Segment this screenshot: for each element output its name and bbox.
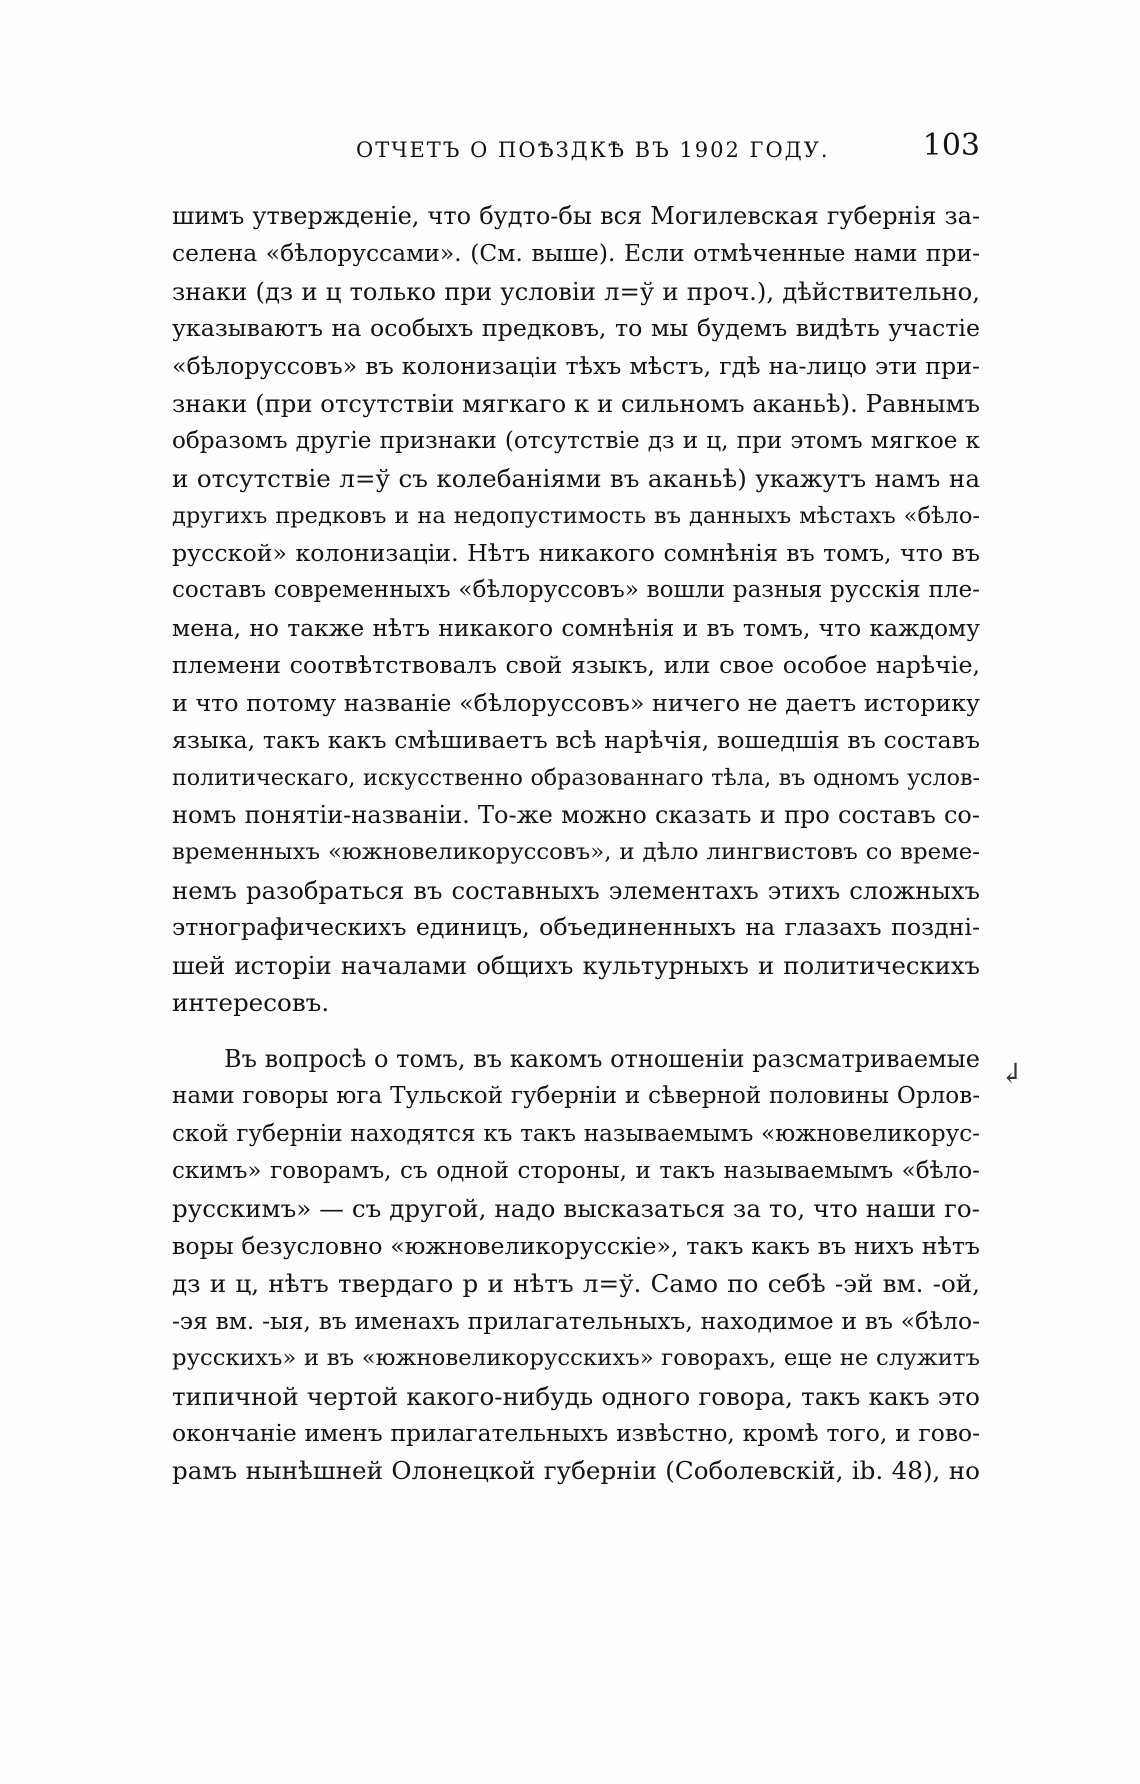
text-line: ской губерніи находятся къ такъ называемымъ «южновеликорус-: [172, 1120, 980, 1147]
text-line: образомъ другіе признаки (отсутствіе дз и ц, при этомъ мягкое к: [172, 427, 980, 454]
paragraph-1: [172, 198, 980, 1022]
text-line: номъ понятіи-названіи. То-же можно сказать и про составъ со-: [172, 801, 980, 829]
text-line: и отсутствіе л=ў съ колебаніями въ аканьѣ) укажутъ намъ на: [172, 464, 980, 494]
running-title: ОТЧЕТЪ О ПОѢЗДКѢ ВЪ 1902 ГОДУ.: [356, 138, 830, 162]
text-line: указываютъ на особыхъ предковъ, то мы будемъ видѣть участіе: [172, 314, 980, 343]
page-number: 103: [922, 128, 980, 163]
body-text: [172, 198, 980, 1490]
text-line: русской» колонизаціи. Нѣтъ никакого сомнѣнія въ томъ, что въ: [172, 538, 980, 567]
text-line: знаки (дз и ц только при условіи л=ў и проч.), дѣйствительно,: [172, 276, 980, 306]
text-line: воры безусловно «южновеликорусскіе», такъ какъ въ нихъ нѣтъ: [172, 1231, 980, 1260]
text-line: «бѣлоруссовъ» въ колонизаціи тѣхъ мѣстъ, гдѣ на-лицо эти при-: [172, 351, 980, 380]
text-line: скимъ» говорамъ, съ одной стороны, и такъ называемымъ «бѣло-: [172, 1157, 980, 1184]
text-line: интересовъ.: [172, 988, 330, 1018]
text-line: знаки (при отсутствіи мягкаго к и сильномъ аканьѣ). Равнымъ: [172, 389, 980, 419]
text-line: русскихъ» и въ «южновеликорусскихъ» говорахъ, еще не служитъ: [172, 1345, 980, 1372]
paragraph-2: [172, 1041, 980, 1490]
text-line: мена, но также нѣтъ никакого сомнѣнія и въ томъ, что каждому: [172, 613, 980, 642]
text-line: нами говоры юга Тульской губерніи и сѣверной половины Орлов-: [172, 1083, 980, 1110]
text-line: составъ современныхъ «бѣлоруссовъ» вошли разныя русскія пле-: [172, 577, 980, 604]
text-line: политическаго, искусственно образованнаго тѣла, въ одномъ услов-: [172, 764, 980, 791]
text-line: шей исторіи началами общихъ культурныхъ и политическихъ: [172, 950, 980, 980]
text-line: окончаніе именъ прилагательныхъ извѣстно, кромѣ того, и гово-: [172, 1419, 980, 1447]
text-line: типичной чертой какого-нибудь одного говора, такъ какъ это: [172, 1381, 980, 1411]
text-line: временныхъ «южновеликоруссовъ», и дѣло лингвистовъ со време-: [172, 839, 980, 866]
text-line: этнографическихъ единицъ, объединенныхъ на глазахъ поздні-: [172, 913, 980, 942]
margin-note: ↲: [1000, 1057, 1024, 1090]
text-line: племени соотвѣтствовалъ свой языкъ, или свое особое нарѣчіе,: [172, 651, 980, 680]
text-line: дз и ц, нѣтъ твердаго р и нѣтъ л=ў. Само по себѣ -эй вм. -ой,: [172, 1269, 980, 1299]
running-head: [176, 128, 980, 172]
text-line: языка, такъ какъ смѣшиваетъ всѣ нарѣчія, вошедшія въ составъ: [172, 726, 980, 755]
text-line: русскимъ» — съ другой, надо высказаться за то, что наши го-: [172, 1194, 980, 1224]
text-line: немъ разобраться въ составныхъ элементахъ этихъ сложныхъ: [172, 875, 980, 905]
paragraph-gap: [172, 1022, 980, 1041]
text-line: другихъ предковъ и на недопустимость въ данныхъ мѣстахъ «бѣло-: [172, 502, 980, 529]
text-line: и что потому названіе «бѣлоруссовъ» ничего не даетъ историку: [172, 688, 980, 717]
text-line: -эя вм. -ыя, въ именахъ прилагательныхъ, находимое и въ «бѣло-: [172, 1306, 980, 1335]
text-line: Въ вопросѣ о томъ, въ какомъ отношеніи разсматриваемые: [224, 1044, 980, 1073]
text-line: рамъ нынѣшней Олонецкой губерніи (Соболевскій, ib. 48), но: [172, 1456, 980, 1486]
text-line: селена «бѣлоруссами». (См. выше). Если отмѣченные нами при-: [172, 239, 980, 268]
text-line: шимъ утвержденіе, что будто-бы вся Могилевская губернія за-: [172, 202, 980, 230]
